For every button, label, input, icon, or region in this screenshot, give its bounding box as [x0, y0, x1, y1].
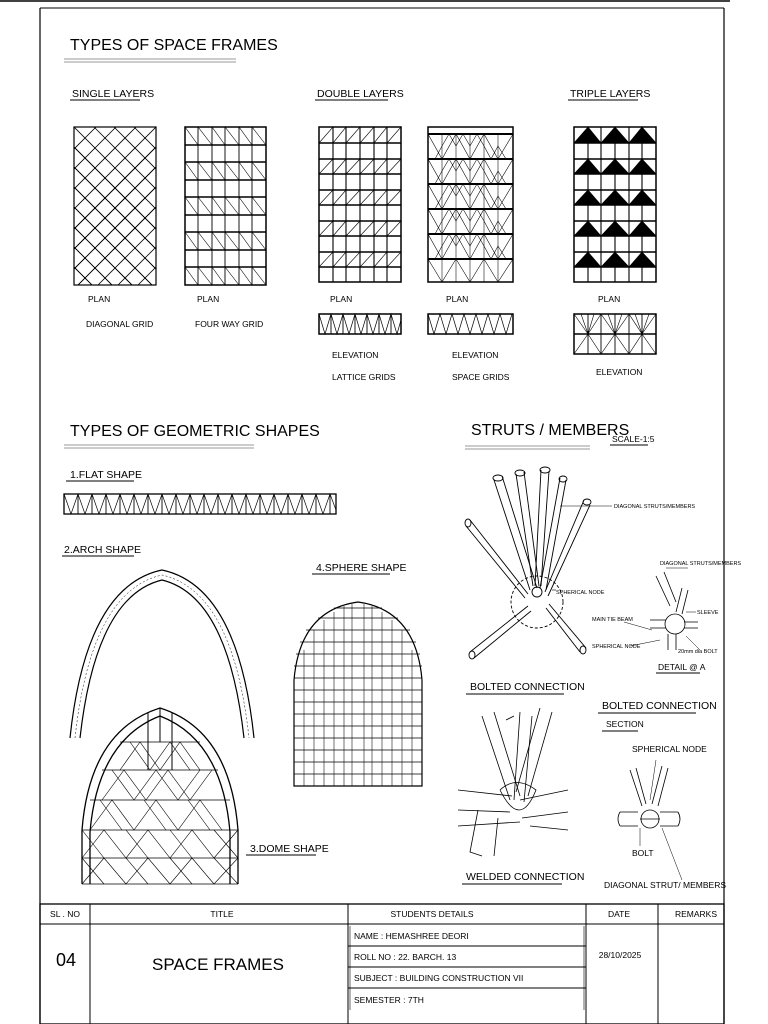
bolted-connection-label-2: BOLTED CONNECTION	[602, 700, 717, 712]
sphere-shape-truss	[294, 602, 422, 786]
detail-diag-label: DIAGONAL STRUTS/MEMBERS	[660, 561, 742, 567]
diagonal-strut-members-label: DIAGONAL STRUT/ MEMBERS	[604, 880, 727, 890]
triple-elevation	[574, 314, 656, 354]
struts-title: STRUTS / MEMBERS	[471, 422, 630, 439]
plan-label-4: PLAN	[446, 294, 469, 304]
plan-label-2: PLAN	[197, 294, 220, 304]
lattice-grids-label: LATTICE GRIDS	[332, 372, 396, 382]
detail-a-label: DETAIL @ A	[658, 662, 706, 672]
space-grid-plan	[428, 127, 513, 282]
student-name: NAME : HEMASHREE DEORI	[354, 931, 469, 941]
detail-node-label: SPHERICAL NODE	[592, 644, 641, 650]
elevation-label-1: ELEVATION	[332, 350, 379, 360]
roll-number: ROLL NO : 22. BARCH. 13	[354, 952, 457, 962]
elevation-label-3: ELEVATION	[596, 367, 643, 377]
title-block	[40, 904, 724, 1024]
header-date: DATE	[607, 909, 631, 919]
detail-main-tie-label: MAIN TIE BEAM	[592, 617, 633, 623]
four-way-grid-plan	[185, 127, 266, 285]
section-label: SECTION	[606, 719, 644, 729]
header-title: TITLE	[210, 909, 234, 919]
section-node-label: SPHERICAL NODE	[632, 744, 707, 754]
detail-a-drawing	[624, 568, 700, 650]
submission-date: 28/10/2025	[598, 950, 642, 960]
single-layers-label: SINGLE LAYERS	[72, 88, 155, 100]
geometric-shapes-title: TYPES OF GEOMETRIC SHAPES	[70, 423, 320, 440]
plan-label-5: PLAN	[598, 294, 621, 304]
sheet-number: 04	[55, 950, 77, 970]
double-layers-label: DOUBLE LAYERS	[317, 88, 404, 100]
dome-shape-truss	[82, 708, 238, 884]
arch-shape-label: 2.ARCH SHAPE	[64, 544, 142, 556]
scale-label: SCALE-1:5	[612, 434, 655, 444]
sheet-title: SPACE FRAMES	[152, 955, 284, 974]
four-way-grid-label: FOUR WAY GRID	[195, 319, 264, 329]
welded-connection-label: WELDED CONNECTION	[466, 871, 585, 883]
detail-sleeve-label: SLEEVE	[697, 610, 719, 616]
detail-bolt-label: 20mm dia BOLT	[678, 649, 718, 655]
arch-shape-truss	[70, 570, 254, 738]
bolt-label: BOLT	[632, 848, 654, 858]
lattice-grid-plan	[319, 127, 401, 282]
space-frames-title: TYPES OF SPACE FRAMES	[70, 37, 278, 54]
welded-connection-drawing	[458, 708, 568, 856]
struts-assembly	[465, 467, 612, 659]
elevation-label-2: ELEVATION	[452, 350, 499, 360]
header-sl-no: SL . NO	[50, 909, 80, 919]
triple-layers-label: TRIPLE LAYERS	[570, 88, 651, 100]
plan-label-1: PLAN	[88, 294, 111, 304]
bolted-section-drawing	[618, 760, 682, 880]
plan-label-3: PLAN	[330, 294, 353, 304]
spherical-node-label: SPHERICAL NODE	[556, 590, 605, 596]
space-grid-elevation	[428, 314, 513, 334]
sphere-shape-label: 4.SPHERE SHAPE	[316, 562, 407, 574]
diagonal-grid-label: DIAGONAL GRID	[86, 319, 154, 329]
flat-shape-label: 1.FLAT SHAPE	[70, 469, 142, 481]
bolted-connection-label: BOLTED CONNECTION	[470, 681, 585, 693]
lattice-elevation	[319, 314, 401, 334]
diagonal-struts-label: DIAGONAL STRUTS/MEMBERS	[614, 504, 696, 510]
triple-grid-plan	[574, 127, 656, 282]
header-remarks: REMARKS	[674, 909, 718, 919]
semester: SEMESTER : 7TH	[354, 995, 424, 1005]
space-grids-label: SPACE GRIDS	[452, 372, 510, 382]
dome-shape-label: 3.DOME SHAPE	[250, 843, 329, 855]
flat-shape-truss	[64, 494, 336, 514]
header-students-details: STUDENTS DETAILS	[390, 909, 474, 919]
subject: SUBJECT : BUILDING CONSTRUCTION VII	[354, 973, 524, 983]
